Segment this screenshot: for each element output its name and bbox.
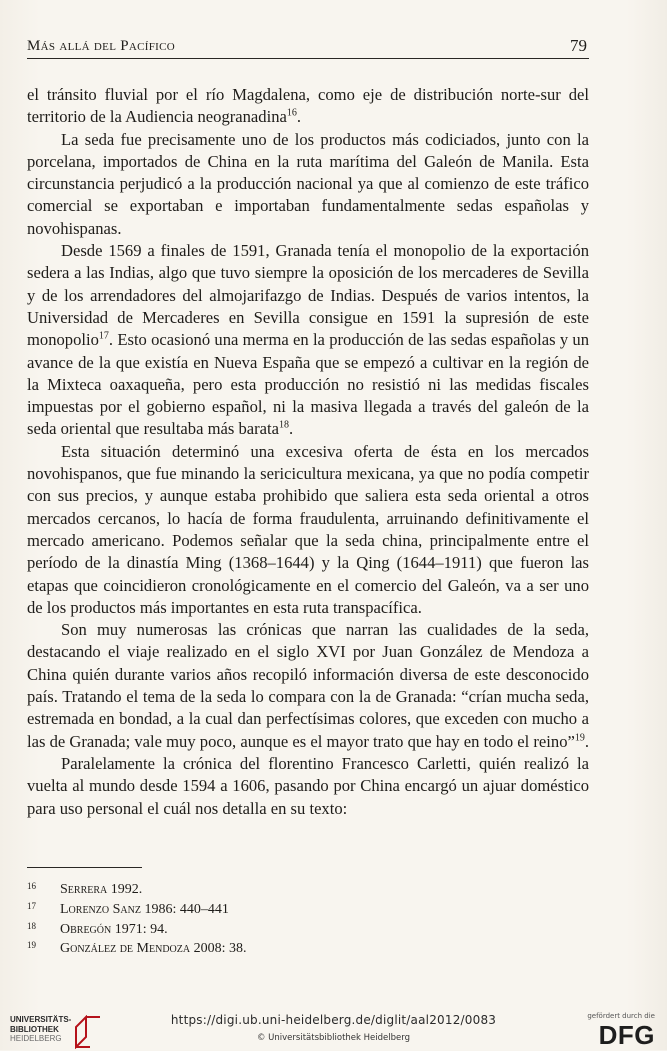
library-name-line1: UNIVERSITÄTS- bbox=[10, 1015, 72, 1024]
paragraph-text: La seda fue precisamente uno de los productos más codiciados, junto con la porcelana, importados de China en la ruta marítima del Galeón de Manila. Esta circunstancia perjudicó a la producción nacional ya que al comienzo de este tráfico comercial se exportaban e importaban fundamentalmente sedas españolas y novohispanas. bbox=[27, 129, 589, 238]
footnote-text bbox=[60, 900, 229, 920]
paragraph-text: . bbox=[296, 107, 302, 127]
footnote-reference[interactable]: 19 bbox=[574, 732, 585, 744]
footnote-reference[interactable]: 18 bbox=[279, 419, 290, 431]
footnote-citation: 1992. bbox=[107, 882, 143, 897]
footnote bbox=[27, 900, 587, 920]
page-number: 79 bbox=[570, 36, 587, 55]
library-name-line2: BIBLIOTHEK bbox=[10, 1024, 59, 1034]
footnote-number: 16 bbox=[27, 881, 36, 891]
dfg-logo: DFG bbox=[598, 1020, 655, 1050]
footnote-number: 18 bbox=[27, 920, 36, 931]
footnote-citation: 1971: 94. bbox=[111, 921, 168, 937]
paragraph-text: el tránsito fluvial por el río Magdalena, como eje de distribución norte-sur del territorio de la Audiencia neogranadina bbox=[27, 85, 589, 127]
paragraph-text: Son muy numerosas las crónicas que narran las cualidades de la seda, destacando el viaje realizado en el siglo XVI por Juan González de Mendoza a China quién durante varios años recopiló información diversa de este desconocido país. Tratando el tema de la seda lo compara con la de Granada: “crían mucha seda, estremada en bondad, a la cual dan perfectísimas colores, que exceden con mucho a las de Granada; vale muy poco, aunque es el mayor trato que hay en todo el reino” bbox=[27, 620, 589, 751]
footnote-reference[interactable]: 17 bbox=[98, 330, 109, 342]
paragraph bbox=[27, 129, 589, 240]
footnote-citation: 2008: 38. bbox=[190, 941, 247, 957]
running-header bbox=[27, 36, 589, 59]
footnote-author: Serrera bbox=[60, 882, 108, 897]
paragraph-text: Esta situación determinó una excesiva oferta de ésta en los mercados novohispanos, que fue minando la sericicultura mexicana, ya que no podía competir con sus precios, y aunque estaba prohibido que saliera esta seda oriental a otros mercados cercanos, lo hacía de forma fraudulenta, arruinando definitivamente el mercado americano. Podemos señalar que la seda china, principalmente entre el período de la dinastía Ming (1368–1644) y la Qing (1644–1911) que fueron las etapas que coincidieron cronológicamente en el comercio del Galeón, va a ser uno de los productos más importantes en esta ruta transpacífica. bbox=[27, 441, 589, 617]
running-title: Más allá del Pacífico bbox=[27, 38, 176, 54]
paragraph bbox=[27, 753, 589, 820]
footnotes bbox=[27, 880, 587, 959]
footnote bbox=[27, 920, 587, 940]
funded-by-label: gefördert durch die bbox=[587, 1012, 655, 1020]
footnote-reference[interactable]: 16 bbox=[286, 107, 297, 119]
footnote bbox=[27, 939, 587, 959]
footnote-citation: 1986: 440–441 bbox=[140, 901, 229, 917]
paragraph-text: . bbox=[584, 731, 590, 751]
paragraph-text: Paralelamente la crónica del florentino Francesco Carletti, quién realizó la vuelta al mundo desde 1594 a 1606, pasando por China encargó un ajuar doméstico para uso personal el cuál nos detalla en su texto: bbox=[27, 753, 589, 818]
paragraph bbox=[27, 619, 589, 753]
dfg-logo-block[interactable] bbox=[575, 1012, 655, 1050]
paragraph bbox=[27, 240, 589, 441]
footnote-author: Lorenzo Sanz bbox=[60, 901, 141, 917]
body-text bbox=[27, 84, 589, 820]
paragraph bbox=[27, 84, 589, 129]
paragraph-text: . Esto ocasionó una merma en la producción de las sedas españolas y un avance de la que existía en Nueva España que se empezó a cultivar en la región de la Mixteca oaxaqueña, pero esta producción no resistió ni las medidas fiscales impuestas por el gobierno español, ni la masiva llegada a través del galeón de la seda oriental que resultaba más barata bbox=[27, 330, 589, 439]
digitization-footer bbox=[0, 1012, 667, 1050]
paragraph bbox=[27, 441, 589, 619]
footnote-number: 19 bbox=[27, 940, 36, 951]
source-url-link[interactable]: https://digi.ub.uni-heidelberg.de/diglit/aal2012/0083 bbox=[170, 1013, 497, 1027]
footnote-author: González de Mendoza bbox=[60, 941, 191, 957]
footnote-text bbox=[60, 880, 142, 900]
footnote-number: 17 bbox=[27, 900, 36, 911]
footnote bbox=[27, 880, 587, 900]
copyright-notice: © Universitätsbibliothek Heidelberg bbox=[256, 1033, 410, 1043]
library-name-line3: HEIDELBERG bbox=[10, 1034, 62, 1043]
footnote-author: Obregón bbox=[60, 921, 112, 937]
footnote-text bbox=[60, 920, 168, 940]
footnote-text bbox=[60, 939, 246, 959]
paragraph-text: . bbox=[289, 419, 294, 439]
paragraph-text: Desde 1569 a finales de 1591, Granada tenía el monopolio de la exportación sedera a las Indias, algo que tuvo siempre la oposición de los mercaderes de Sevilla y de los arrendadores del almojarifazgo de Indias. Después de varios intentos, la Universidad de Mercaderes en Sevilla consigue en 1591 la supresión de este monopolio bbox=[27, 241, 589, 350]
footnote-divider bbox=[27, 867, 142, 868]
